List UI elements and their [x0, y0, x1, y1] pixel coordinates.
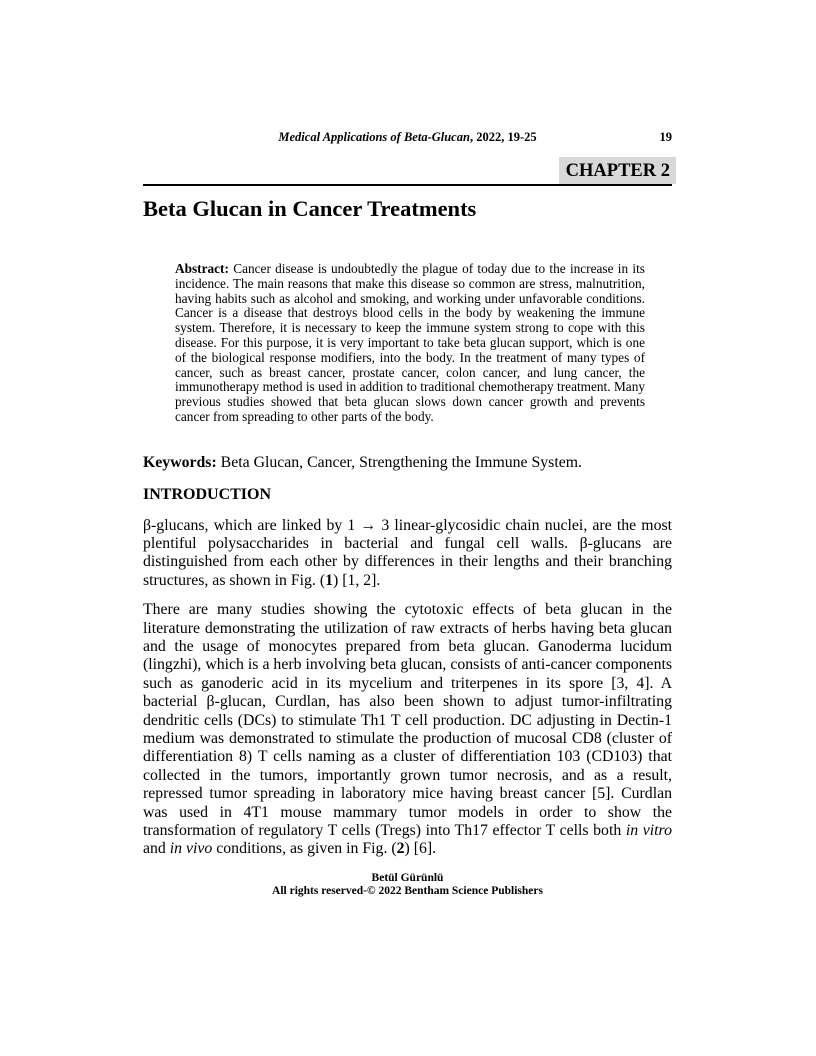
keywords-text: Beta Glucan, Cancer, Strengthening the Immune System.: [220, 453, 582, 471]
chapter-rule: [143, 157, 672, 186]
abstract-text: Cancer disease is undoubtedly the plague of today due to the increase in its incidence. The main reasons that make this disease so common are stress, malnutrition, having habits such as alcohol and smoking, and working under unfavorable conditions. Cancer is a disease that destroys blood cells in the body by weakening the immune system. Therefore, it is necessary to keep the immune system strong to cope with this disease. For this purpose, it is very important to take beta glucan support, which is one of the biological response modifiers, into the body. In the treatment of many types of cancer, such as breast cancer, prostate cancer, colon cancer, and lung cancer, the immunotherapy method is used in addition to traditional chemotherapy treatment. Many previous studies showed that beta glucan slows down cancer growth and prevents cancer from spreading to other parts of the body.: [175, 261, 645, 424]
abstract-label: Abstract:: [175, 261, 229, 276]
chapter-badge: CHAPTER 2: [559, 157, 676, 184]
keywords-label: Keywords:: [143, 453, 217, 471]
keywords-line: [143, 454, 672, 472]
journal-title: [278, 130, 536, 144]
page-number: 19: [659, 130, 672, 144]
abstract-block: [175, 262, 645, 425]
chapter-title: Beta Glucan in Cancer Treatments: [143, 196, 477, 221]
paragraph-1: β-glucans, which are linked by 1 → 3 linear-glycosidic chain nuclei, are the most plentiful polysaccharides in bacterial and fungal cell walls. β-glucans are distinguished from each other by differences in their lengths and their branching structures, as shown in Fig. (1) [1, 2].: [143, 516, 672, 589]
page-footer: [143, 872, 672, 899]
journal-title-issue: , 2022, 19-25: [469, 130, 537, 144]
footer-author: Betül Gürünlü: [371, 871, 444, 884]
page-header: [143, 130, 672, 145]
page-content: [0, 130, 816, 899]
footer-rights: All rights reserved-© 2022 Bentham Science Publishers: [272, 885, 543, 898]
journal-title-name: Medical Applications of Beta-Glucan: [278, 130, 470, 144]
paragraph-2: There are many studies showing the cytotoxic effects of beta glucan in the literature demonstrating the utilization of raw extracts of herbs having beta glucan and the usage of monocytes prepared from beta glucan. Ganoderma lucidum (lingzhi), which is a herb involving beta glucan, consists of anti-cancer components such as ganoderic acid in its mycelium and triterpenes in its spore [3, 4]. A bacterial β-glucan, Curdlan, has also been shown to adjust tumor-infiltrating dendritic cells (DCs) to stimulate Th1 T cell production. DC adjusting in Dectin-1 medium was demonstrated to stimulate the production of mucosal CD8 (cluster of differentiation 8) T cells naming as a cluster of differentiation 103 (CD103) that collected in the tumors, importantly grown tumor necrosis, and as a result, repressed tumor spreading in laboratory mice having breast cancer [5]. Curdlan was used in 4T1 mouse mammary tumor models in order to show the transformation of regulatory T cells (Tregs) into Th17 effector T cells both in vitro and in vivo conditions, as given in Fig. (2) [6].: [143, 601, 672, 858]
section-heading-introduction: INTRODUCTION: [143, 486, 272, 504]
